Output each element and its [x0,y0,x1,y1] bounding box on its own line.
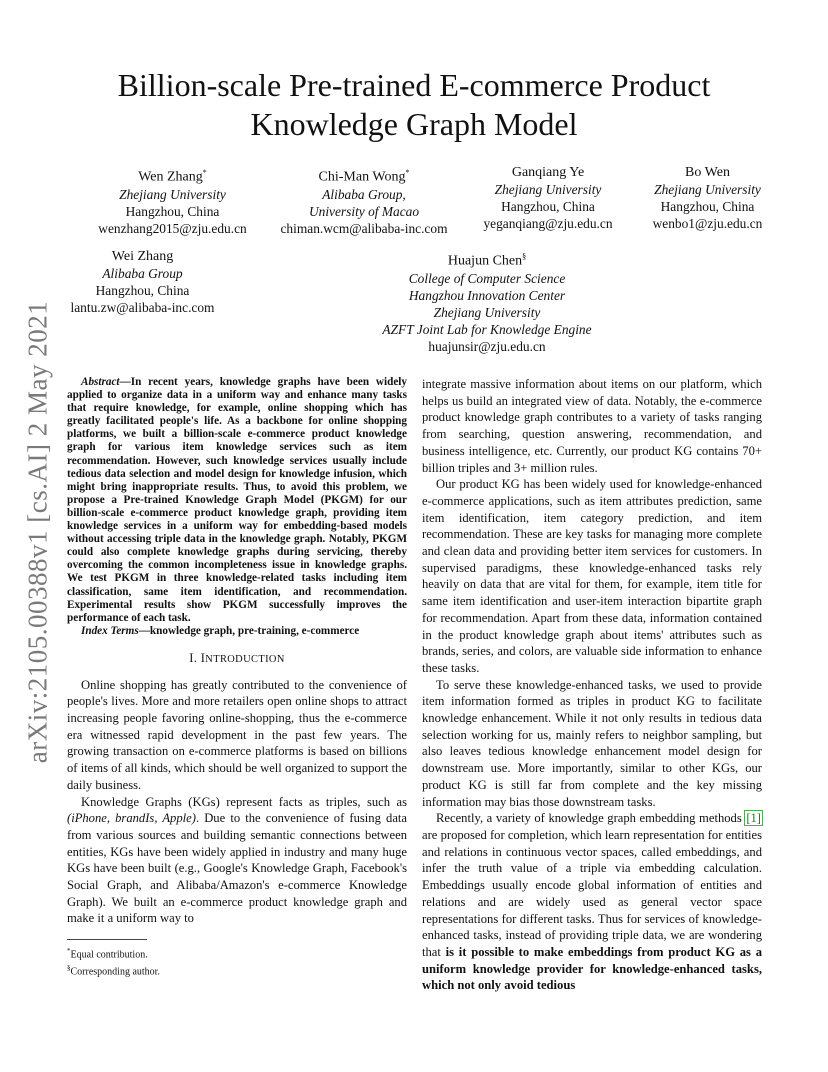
paragraph: To serve these knowledge-enhanced tasks, we used to provide item information formed as triples in product KG to facilitate knowledge enhancement. While it not only results in tedious data selection working for us, mainly refers to neighbor sampling, but also leaves tedious knowledge enhancement model design for downstream use. More importantly, similar to other KGs, our product KG is still far from complete and the key missing information may bias those downstream tasks. [422,677,762,809]
paragraph-text: Recently, a variety of knowledge graph embedding methods [436,811,746,826]
author-block [60,248,225,316]
author-affiliation: College of Computer Science [408,270,566,286]
author-email: huajunsir@zju.edu.cn [428,338,546,354]
author-location: Hangzhou, China [501,199,595,214]
author-block [274,164,454,237]
left-column [67,376,407,927]
paper-title [80,66,748,144]
paragraph-text: . Due to the convenience of fusing data from various sources and building semantic connections between entities, KGs have been widely applied in industry and many huge KGs have been built (e.g., Google's Knowledge Graph, Facebook's Social Graph, and Alibaba/Amazon's e-commerce Knowledge Graph). We built an e-commerce product knowledge graph and make it a uniform way to [67,811,407,926]
abstract-text: —In recent years, knowledge graphs have been widely applied to organize data in a uniform way and enhance many tasks that require knowledge, for example, online shopping which has greatly facilitated people's life. As a backbone for online shopping platforms, we built a billion-scale e-commerce product knowledge graph for various item knowledge services such as item recommendation. However, such knowledge services usually include tedious data selection and model design for knowledge infusion, which might bring inappropriate results. Thus, to avoid this problem, we propose a Pre-trained Knowledge Graph Model (PKGM) for our billion-scale e-commerce product knowledge graph, providing item knowledge services in a uniform way for embedding-based models without accessing triple data in the knowledge graph. Notably, PKGM could also complete knowledge graphs during servicing, thereby overcoming the common incompleteness issue in knowledge graphs. We test PKGM in three knowledge-related tasks including item classification, same item identification, and recommendation. Experimental results show PKGM successfully improves the performance of each task. [67,376,407,624]
section-title-first: I [200,650,206,665]
author-affiliation: AZFT Joint Lab for Knowledge Engine [382,321,592,337]
abstract [67,376,407,625]
author-affiliation: Zhejiang University [433,304,541,320]
author-affiliation: Hangzhou Innovation Center [408,287,566,303]
footnote-mark: * [67,947,71,955]
author-name: Ganqiang Ye [511,165,585,180]
author-affiliation: Zhejiang University [119,186,226,202]
author-email: yeganqiang@zju.edu.cn [483,216,613,231]
author-location: Hangzhou, China [125,203,220,219]
author-affiliation: Zhejiang University [654,182,761,197]
footnote [67,962,160,979]
index-terms [67,625,407,638]
title-line-1: Billion-scale Pre-trained E-commerce Product [117,67,711,103]
author-email: chiman.wcm@alibaba-inc.com [280,220,448,236]
author-location: Hangzhou, China [95,283,190,298]
title-line-2: Knowledge Graph Model [250,106,578,142]
right-column [422,376,762,994]
author-block [85,164,260,237]
paragraph [67,794,407,928]
author-block [468,164,628,232]
author-block [640,164,775,232]
arxiv-stamp [18,292,58,772]
section-title-rest: NTRODUCTION [205,653,285,665]
footnote-mark: § [67,963,71,972]
footnotes [67,945,160,979]
author-affiliation: Alibaba Group, [322,186,406,202]
footnote-text: Corresponding author. [70,966,160,978]
arxiv-id: arXiv:2105.00388v1 [cs.AI] 2 May 2021 [22,300,53,764]
emphasis-text: is it possible to make embeddings from product KG as a uniform knowledge provider for knowledge-enhanced tasks, which not only avoid tedious [422,944,762,993]
author-email: lantu.zw@alibaba-inc.com [70,300,215,315]
footnote-text: Equal contribution. [70,949,148,961]
author-name: Huajun Chen [447,253,523,269]
paragraph-text: are proposed for completion, which learn representation for entities and relations in continuous vector spaces, called embeddings, and infer the truth value of a triple via embedding calculation. Embeddings usually encode global information of entities and relations and are widely used as general vector space representations for different tasks. Thus for services of knowledge-enhanced tasks, instead of providing triple data, we are wondering that [422,827,762,959]
author-email: wenzhang2015@zju.edu.cn [98,220,247,236]
author-email: wenbo1@zju.edu.cn [652,216,763,231]
footnote-rule [67,939,147,940]
section-heading [67,650,407,669]
citation-link[interactable]: [1] [746,811,761,826]
author-block [372,248,602,355]
index-terms-lead: Index Terms [81,624,139,637]
author-location: Hangzhou, China [660,199,755,214]
abstract-lead: Abstract [81,376,120,388]
author-mark: * [405,168,410,177]
author-affiliation: Alibaba Group [102,266,183,281]
author-affiliation: University of Macao [308,203,420,219]
paragraph-text: Knowledge Graphs (KGs) represent facts as triples, such as [81,794,407,809]
paragraph [422,810,762,994]
author-mark: § [522,252,527,261]
author-name: Wei Zhang [111,249,174,264]
paragraph: Online shopping has greatly contributed to the convenience of people's lives. More and more retailers open online shops to attract increasing people favoring online-shopping, thus the e-commerce era witnessed rapid development in the past few years. The growing transaction on e-commerce platforms is based on billions of items of all kinds, which should be well organized to support the daily business. [67,677,407,792]
triple-example: (iPhone, brandIs, Apple) [67,811,196,826]
author-mark: * [202,168,207,177]
footnote [67,945,160,962]
author-name: Chi-Man Wong [318,169,406,185]
author-name: Bo Wen [685,165,730,180]
section-number: I. [189,650,198,665]
paragraph: integrate massive information about items on our platform, which helps us build an integrated view of data. Notably, the e-commerce product knowledge graph contributes to a variety of tasks ranging from searching, question answering, recommendation, and business intelligence, etc. Currently, our product KG contains 70+ billion triples and 3+ million rules. [422,377,762,475]
author-name: Wen Zhang [138,169,203,185]
author-affiliation: Zhejiang University [494,182,602,197]
paragraph: Our product KG has been widely used for knowledge-enhanced e-commerce applications, such as item attributes prediction, same item identification, item category prediction, and item recommendation. These are key tasks for managing more complete and clean data and providing better item services for customers. In supervised paradigms, these knowledge-enhanced tasks rely heavily on data that are vital for them, for example, item title for same item identification and user-item interaction bipartite graph for recommendation. Apart from these data, information contained in the product knowledge graph about items' attributes such as brands, series, and colors, are valuable side information to enhance these tasks. [422,477,762,675]
index-terms-text: —knowledge graph, pre-training, e-commerce [138,624,360,637]
